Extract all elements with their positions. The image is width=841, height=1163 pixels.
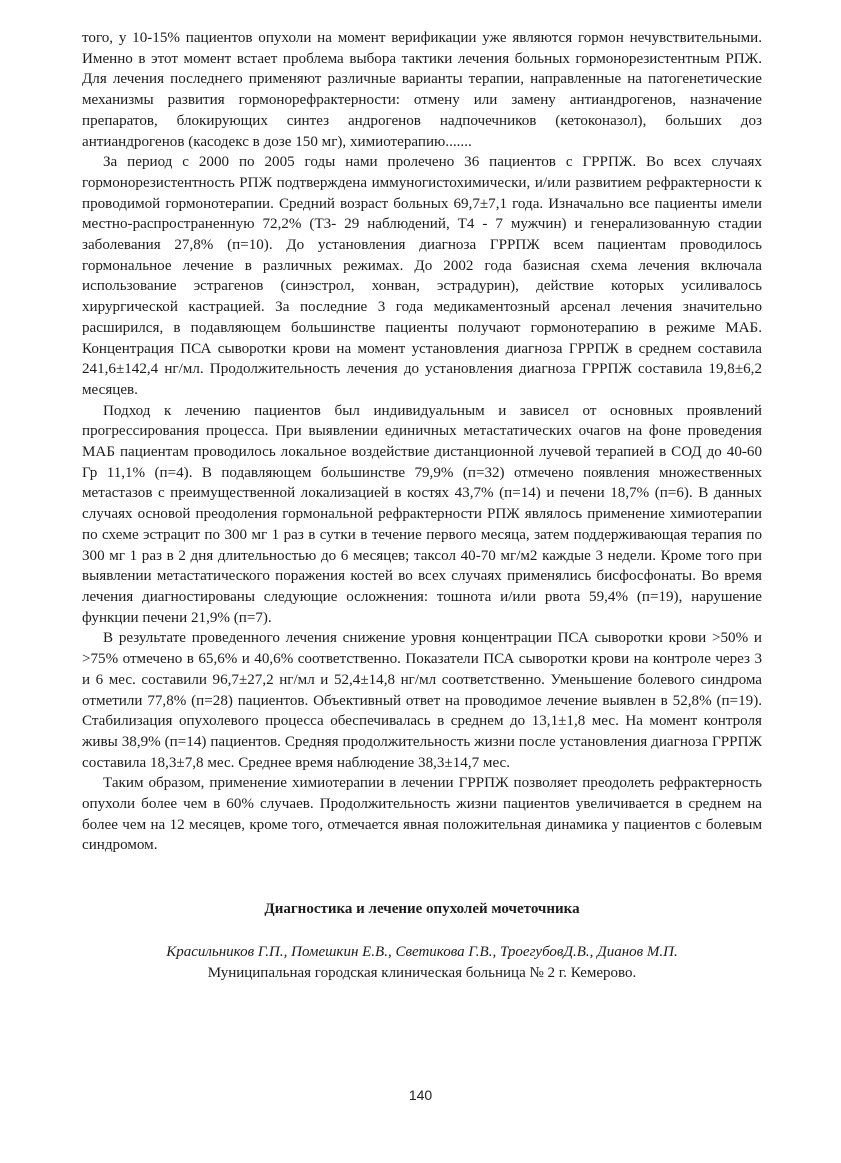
article-title: Диагностика и лечение опухолей мочеточника xyxy=(264,901,580,918)
paragraph-conclusion: Таким образом, применение химиотерапии в лечении ГРРПЖ позволяет преодолеть рефрактерность опухоли более чем в 60% случаев. Продолжительность жизни пациентов увеличивается в среднем на более чем на 12 месяцев, кроме того, отмечается явная положительная динамика у пациентов с болевым синдромом. xyxy=(82,775,762,854)
article-authors: Красильников Г.П., Помешкин Е.В., Светикова Г.В., ТроегубовД.В., Дианов М.П. xyxy=(166,943,678,960)
paragraph-continuation: того, у 10-15% пациентов опухоли на момент верификации уже являются гормон нечувствительными. Именно в этот момент встает проблема выбора тактики лечения больных гормонорезистентным РПЖ. Для лечения последнего применяют различные варианты терапии, направленные на патогенетические механизмы развития гормонорефрактерности: отмену или замену антиандрогенов, назначение препаратов, блокирующих синтез андрогенов надпочечников (кетоконазол), больших доз антиандрогенов (касодекс в дозе 150 мг), химиотерапию....... xyxy=(82,30,762,150)
paragraph-results: В результате проведенного лечения снижение уровня концентрации ПСА сыворотки крови >50% и >75% отмечено в 65,6% и 40,6% соответственно. Показатели ПСА сыворотки крови на контроле через 3 и 6 мес. составили 96,7±27,2 нг/мл и 52,4±14,8 нг/мл соответственно. Уменьшение болевого синдрома отметили 77,8% (п=28) пациентов. Объективный ответ на проводимое лечение выявлен в 52,8% (п=19). Стабилизация опухолевого процесса обеспечивалась в среднем до 13,1±1,8 мес. На момент контроля живы 38,9% (п=14) пациентов. Средняя продолжительность жизни после установления диагноза ГРРПЖ составила 18,3±7,8 мес. Среднее время наблюдение 38,3±14,7 мес. xyxy=(82,630,762,771)
paragraph-treatment-approach: Подход к лечению пациентов был индивидуальным и зависел от основных проявлений прогрессирования процесса. При выявлении единичных метастатических очагов на фоне проведения МАБ пациентам проводилось локальное воздействие дистанционной лучевой терапией в СОД до 40-60 Гр 11,1% (п=4). В подавляющем большинстве 79,9% (п=32) отмечено появления множественных метастазов с преимущественной локализацией в костях 43,7% (п=14) и печени 18,7% (п=6). В данных случаях основой преодоления гормональной рефрактерности РПЖ являлось применение химиотерапии по схеме эстрацит по 300 мг 1 раз в сутки в течение первого месяца, затем поддерживающая терапия по 300 мг 1 раз в 2 дня длительностью до 6 месяцев; таксол 40-70 мг/м2 каждые 3 недели. Кроме того при выявлении метастатического поражения костей во всех случаях применялись бисфосфонаты. Во время лечения диагностированы следующие осложнения: тошнота и/или рвота 59,4% (п=19), нарушение функции печени 21,9% (п=7). xyxy=(82,402,762,626)
page-number: 140 xyxy=(408,1087,433,1103)
paragraph-patients: За период с 2000 по 2005 годы нами пролечено 36 пациентов с ГРРПЖ. Во всех случаях гормонорезистентность РПЖ подтверждена иммуногистохимически, и/или развитием рефрактерности к проводимой гормонотерапии. Средний возраст больных 69,7±7,1 года. Изначально все пациенты имели местно-распространенную 72,2% (Т3- 29 наблюдений, Т4 - 7 мужчин) и генерализованную стадии заболевания 27,8% (п=10). До установления диагноза ГРРПЖ всем пациентам проводилось гормональное лечение в различных режимах. До 2002 года базисная схема лечения включала использование эстрагенов (синэстрол, хонван, эстрадурин), действие которых усиливалось хирургической кастрацией. За последние 3 года медикаментозный арсенал лечения значительно расширился, в подавляющем большинстве пациенты получают гормонотерапию в режиме МАБ. Концентрация ПСА сыворотки крови на момент установления диагноза ГРРПЖ в среднем составила 241,6±142,4 нг/мл. Продолжительность лечения до установления диагноза ГРРПЖ составила 19,8±6,2 месяцев. xyxy=(82,154,762,398)
document-page xyxy=(82,28,762,983)
article-affiliation: Муниципальная городская клиническая больница № 2 г. Кемерово. xyxy=(207,964,637,981)
